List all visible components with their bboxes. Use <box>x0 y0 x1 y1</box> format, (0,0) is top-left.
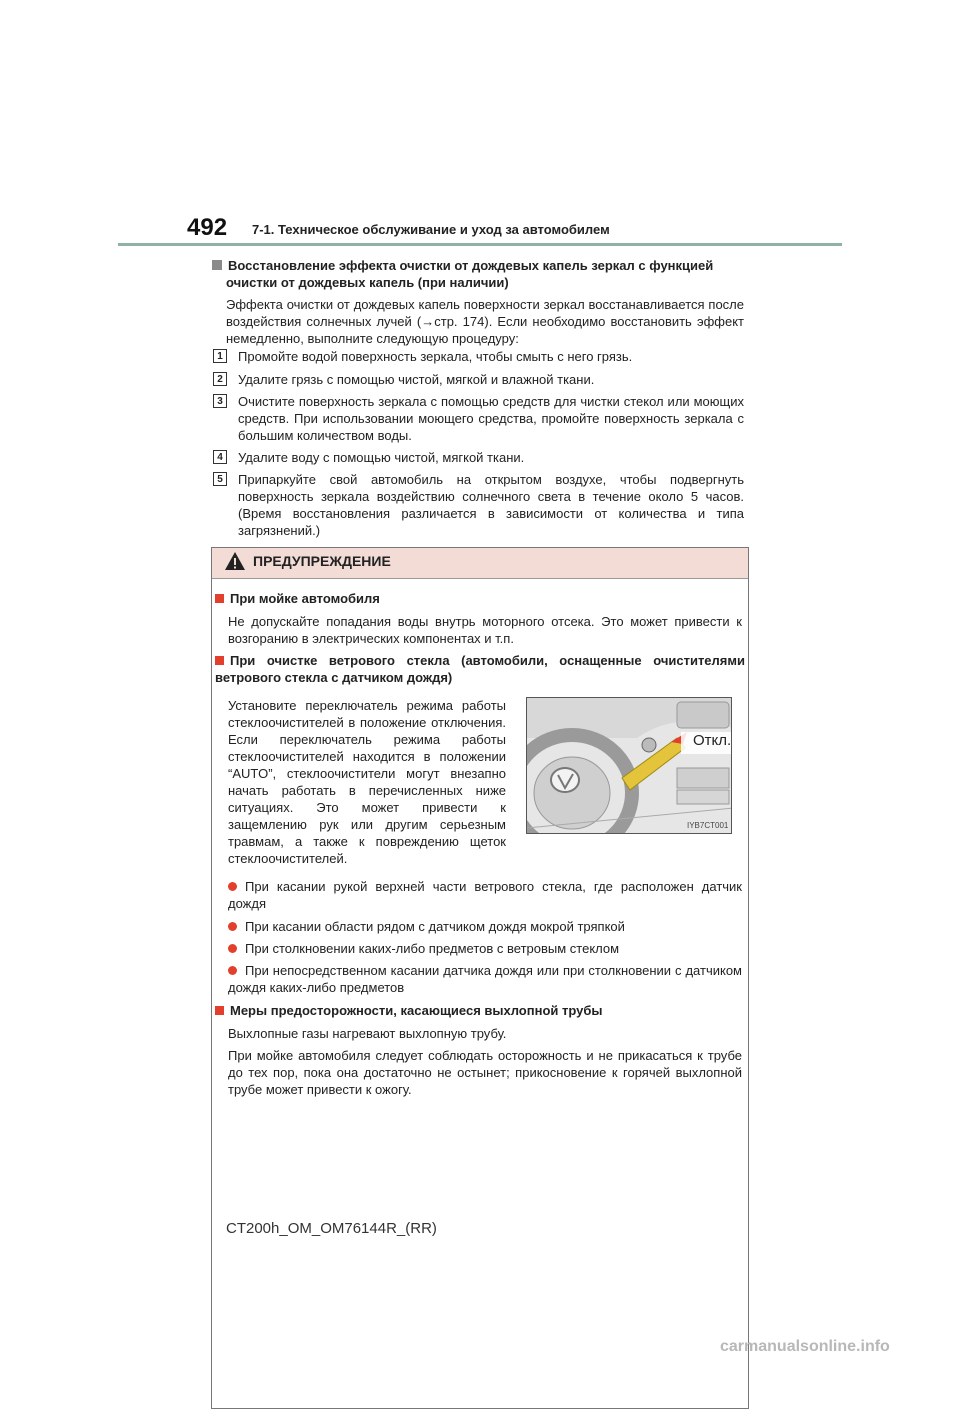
warning-title: ПРЕДУПРЕЖДЕНИЕ <box>253 553 391 569</box>
off-position-label: Откл. <box>693 732 732 749</box>
wiper-subtitle: При очистке ветрового стекла (автомобили, оснащенные очистителями ветрового стекла с датчиком дождя) <box>215 653 745 685</box>
wash-subtitle: При мойке автомобиля <box>215 590 745 607</box>
header-divider <box>118 243 842 246</box>
wiper-text: Установите переключатель режима работы стеклоочистителей в положение отключения. Если переключатель режима работы стеклоочистителей находится в положении “AUTO”, стеклоочистители могут внезапно начать работать в перечисленных ниже ситуациях. Это может привести к защемлению рук или другим серьезным травмам, а также к повреждению щеток стеклоочистителей. <box>228 698 506 866</box>
exhaust-text-2: При мойке автомобиля следует соблюдать осторожность и не прикасаться к трубе до тех пор, пока она достаточно не остынет; прикосновение к горячей выхлопной трубе может привести к ожогу. <box>228 1048 742 1097</box>
red-dot-icon <box>228 882 237 891</box>
section-intro: Эффекта очистки от дождевых капель поверхности зеркал восстанавливается после воздействия солнечных лучей (→стр. 174). Если необходимо восстановить эффект немедленно, выполните следующую процедуру: <box>226 297 744 346</box>
warning-triangle-icon <box>224 551 246 571</box>
wash-text: Не допускайте попадания воды внутрь моторного отсека. Это может привести к возгоранию в электрических компонентах и т.п. <box>228 614 742 646</box>
red-dot-icon <box>228 944 237 953</box>
step-number-5: 5 <box>213 472 227 486</box>
step-text-3: Очистите поверхность зеркала с помощью средств для чистки стекол или моющих средств. При использовании моющего средства, промойте поверхность зеркала с большим количеством воды. <box>238 394 744 443</box>
watermark: carmanualsonline.info <box>720 1338 890 1355</box>
red-dot-icon <box>228 922 237 931</box>
image-code: IYB7CT001 <box>687 821 729 830</box>
step-text-5: Припаркуйте свой автомобиль на открытом воздухе, чтобы подвергнуть поверхность зеркала воздействию солнечного света в течение около 5 часов. (Время восстановления различается в зависимости от количества и типа загрязнений.) <box>238 472 744 538</box>
step-text-2: Удалите грязь с помощью чистой, мягкой и влажной ткани. <box>238 372 595 387</box>
red-dot-icon <box>228 966 237 975</box>
document-code: CT200h_OM_OM76144R_(RR) <box>226 1220 437 1237</box>
bullet-item-4: При непосредственном касании датчика дождя или при столкновении с датчиком дождя каких-либо предметов <box>228 963 742 995</box>
bullet-item-3: При столкновении каких-либо предметов с ветровым стеклом <box>228 940 742 957</box>
bullet-item-2: При касании области рядом с датчиком дождя мокрой тряпкой <box>228 918 742 935</box>
square-bullet-icon <box>215 594 224 603</box>
page-number: 492 <box>187 214 228 241</box>
exhaust-text-1: Выхлопные газы нагревают выхлопную трубу. <box>228 1026 507 1041</box>
section-title: Восстановление эффекта очистки от дождевых капель зеркал с функцией очистки от дождевых капель (при наличии) <box>212 257 744 291</box>
wiper-switch-illustration <box>526 697 732 834</box>
bullet-item-1: При касании рукой верхней части ветрового стекла, где расположен датчик дождя <box>228 879 742 911</box>
step-number-1: 1 <box>213 349 227 363</box>
step-number-4: 4 <box>213 450 227 464</box>
step-text-1: Промойте водой поверхность зеркала, чтобы смыть с него грязь. <box>238 349 633 364</box>
chapter-title: 7-1. Техническое обслуживание и уход за автомобилем <box>252 222 610 237</box>
square-bullet-icon <box>212 260 222 270</box>
step-number-3: 3 <box>213 394 227 408</box>
square-bullet-icon <box>215 656 224 665</box>
exhaust-subtitle: Меры предосторожности, касающиеся выхлопной трубы <box>215 1002 745 1019</box>
square-bullet-icon <box>215 1006 224 1015</box>
step-text-4: Удалите воду с помощью чистой, мягкой ткани. <box>238 450 525 465</box>
step-number-2: 2 <box>213 372 227 386</box>
